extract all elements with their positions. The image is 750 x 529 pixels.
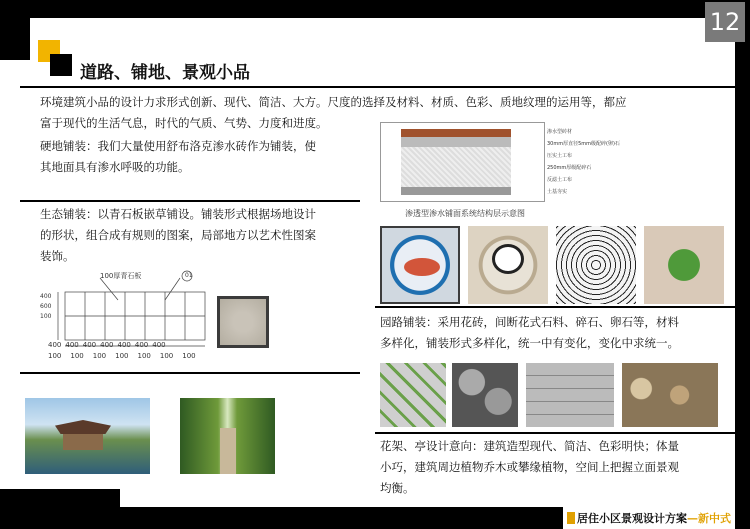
grass-circle-paving-image <box>644 226 724 304</box>
fan-pattern-image <box>556 226 636 304</box>
pavilion-roof-shape <box>55 420 111 434</box>
panda-mosaic-image <box>468 226 548 304</box>
divider-ecological <box>20 200 360 202</box>
pavilion-line-2: 小巧，建筑周边植物乔木或攀缘植物，空间上把握立面景观 <box>380 460 679 474</box>
gravel-layer <box>401 137 511 147</box>
dim-label: 400 <box>48 341 62 349</box>
hard-paving-line-2: 其地面具有渗水呼吸的功能。 <box>40 160 190 174</box>
brick-layer <box>401 129 511 137</box>
dim-label: 100 <box>115 352 129 360</box>
left-frame-block <box>0 0 30 60</box>
layer-labels <box>547 126 620 198</box>
dim-label: 400 <box>134 341 149 349</box>
permeable-paving-diagram <box>380 122 545 202</box>
hard-paving-line-1: 硬地铺装：我们大量使用舒布洛克渗水砖作为铺装，使 <box>40 139 316 153</box>
section-title: 道路、铺地、景观小品 <box>80 63 250 83</box>
footer-main-text: 居住小区景观设计方案 <box>577 512 687 525</box>
page-number: 12 <box>705 2 745 42</box>
intro-line-1: 环境建筑小品的设计力求形式创新、现代、简洁、大方。尺度的选择及材料、材质、色彩、质地纹理的运用等，都应 <box>40 95 627 109</box>
dim-label: 100 <box>182 352 196 360</box>
pebble-paving-image <box>452 363 518 427</box>
top-frame-bar <box>0 0 750 18</box>
pavilion-text <box>380 436 730 499</box>
dim-label: 400 <box>40 293 52 300</box>
layer-label: 30mm厚直径5mm级配碎(卵)石 <box>547 141 620 147</box>
divider-pavilion <box>375 432 735 434</box>
dim-label: 100 <box>40 313 52 320</box>
garden-line-2: 多样化，铺装形式多样化，统一中有变化，变化中求统一。 <box>380 336 679 350</box>
cad-stone-label: 100厚青石板 <box>100 272 142 280</box>
garden-line-1: 园路铺装：采用花砖，间断花式石料、碎石、卵石等，材料 <box>380 315 679 329</box>
layer-label: 压实土工布 <box>547 153 573 159</box>
pavilion-line-3: 均衡。 <box>380 481 415 495</box>
pavilion-line-1: 花架、亭设计意向：建筑造型现代、简洁、色彩明快；体量 <box>380 439 679 453</box>
eco-line-1: 生态铺装：以青石板嵌草铺设。铺装形式根据场地设计 <box>40 207 316 221</box>
layer-label: 反滤土工布 <box>547 177 573 183</box>
dim-label: 400 <box>152 341 166 349</box>
layer-label: 渗水型砖材 <box>547 129 573 135</box>
cad-subdimension-row <box>48 352 218 360</box>
dim-label: 400 <box>100 341 114 349</box>
intro-line-2: 富于现代的生活气息，时代的气质、气势、力度和进度。 <box>40 116 328 130</box>
panda-shape <box>492 244 524 274</box>
cad-tag-label: 01 <box>185 272 193 279</box>
title-black-square-icon <box>50 54 72 76</box>
pergola-path-shape <box>220 428 236 474</box>
brick-paving-image <box>526 363 614 427</box>
dim-label: 100 <box>137 352 151 360</box>
garden-paving-text <box>380 312 730 354</box>
title-divider <box>20 86 735 88</box>
dim-label: 400 <box>65 341 79 349</box>
layer-label: 土基夯实 <box>547 189 568 195</box>
footer-square-icon <box>567 512 575 524</box>
diagram-caption: 渗透型渗水铺面系统结构层示意图 <box>405 209 525 218</box>
crane-mosaic-image <box>380 226 460 304</box>
dim-label: 100 <box>92 352 107 360</box>
divider-garden-paving <box>375 306 735 308</box>
pavilion-body-shape <box>63 434 103 450</box>
eco-line-3: 装饰。 <box>40 249 75 263</box>
soil-layer <box>401 187 511 195</box>
footer-accent-text: —新中式 <box>687 512 731 525</box>
divider-photos <box>20 372 360 374</box>
stone-paving-plan-drawing <box>40 270 210 365</box>
right-frame-bar <box>735 0 750 529</box>
pavilion-photo <box>25 398 150 474</box>
dim-label: 400 <box>117 341 131 349</box>
crane-shape <box>404 258 440 276</box>
dim-label: 100 <box>70 352 84 360</box>
ecological-paving-text <box>40 204 370 267</box>
dim-label: 400 <box>82 341 97 349</box>
eco-line-2: 的形状，组合成有规则的图案，局部地方以艺术性图案 <box>40 228 316 242</box>
base-layer <box>401 147 511 187</box>
stone-tile-image <box>217 296 269 348</box>
pergola-photo <box>180 398 275 474</box>
dim-label: 100 <box>159 352 174 360</box>
cad-side-dims <box>40 292 50 322</box>
dim-label: 100 <box>48 352 62 360</box>
stone-mosaic-image <box>622 363 718 427</box>
grass-paver-image <box>380 363 446 427</box>
footer-title <box>563 507 735 529</box>
cad-dimension-row <box>48 341 218 349</box>
layer-label: 250mm厚级配碎石 <box>547 165 592 171</box>
hard-paving-text <box>40 136 370 178</box>
bottom-left-frame-block <box>0 489 120 529</box>
dim-label: 600 <box>40 303 52 310</box>
